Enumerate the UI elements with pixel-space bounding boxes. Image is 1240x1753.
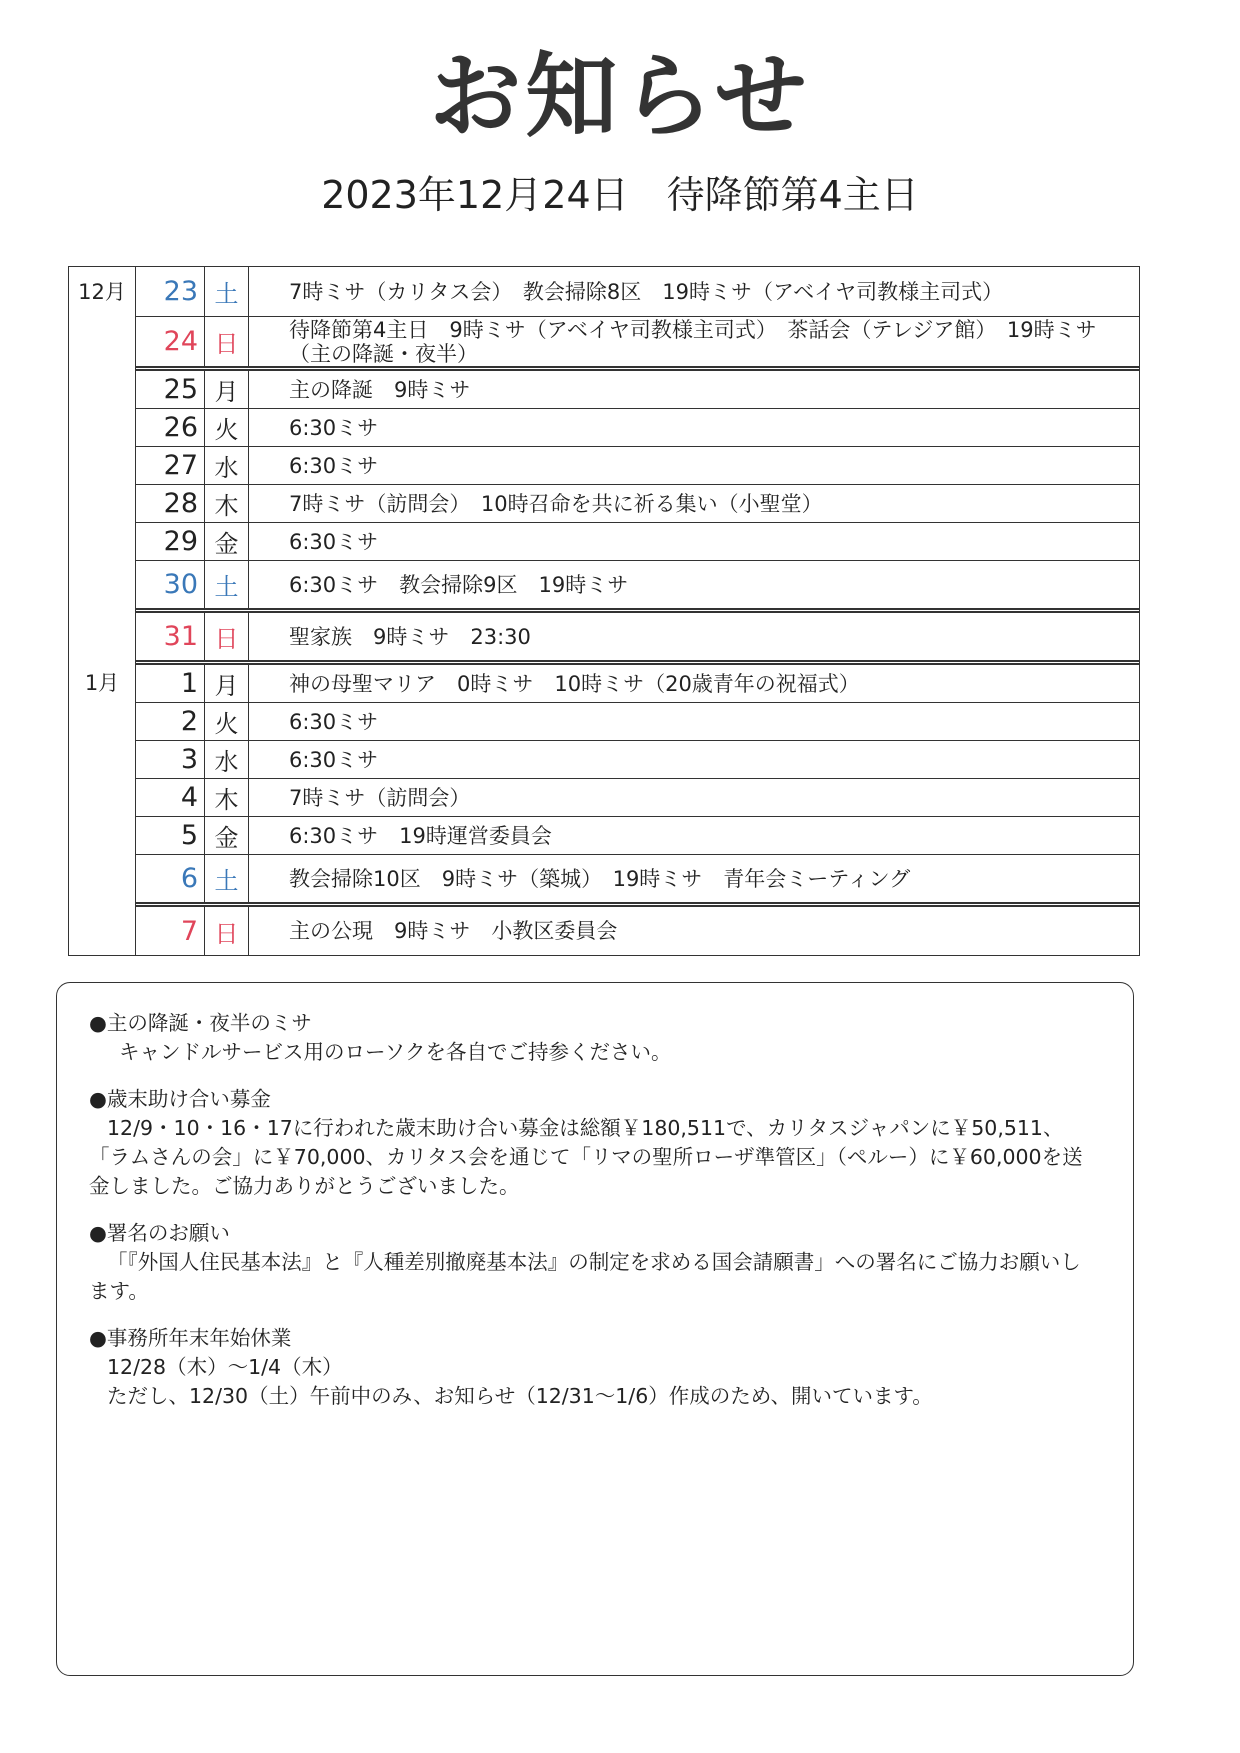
event-text: 7時ミサ（訪問会） 10時召命を共に祈る集い（小聖堂）	[289, 491, 823, 516]
day-number: 1	[135, 665, 205, 702]
event-text: 教会掃除10区 9時ミサ（築城） 19時ミサ 青年会ミーティング	[289, 866, 911, 891]
event-text: 6:30ミサ	[289, 747, 379, 772]
event-text: 神の母聖マリア 0時ミサ 10時ミサ（20歳青年の祝福式）	[289, 671, 860, 696]
notice-body: 12/28（木）～1/4（木）	[107, 1355, 343, 1379]
notice-heading: ●署名のお願い	[89, 1221, 230, 1245]
page-title: お知らせ	[429, 43, 811, 150]
notice-item	[89, 1324, 1093, 1411]
table-row	[135, 741, 1139, 779]
day-number: 31	[135, 613, 205, 660]
notice-item	[89, 1219, 1093, 1306]
event-text: 7時ミサ（訪問会）	[289, 785, 471, 810]
day-of-week: 木	[205, 485, 249, 522]
day-of-week: 日	[205, 613, 249, 660]
day-of-week: 土	[205, 267, 249, 316]
day-of-week: 日	[205, 907, 249, 955]
day-of-week: 月	[205, 665, 249, 702]
notice-heading: ●歳末助け合い募金	[89, 1087, 271, 1111]
day-number: 26	[135, 409, 205, 446]
day-of-week: 月	[205, 371, 249, 408]
table-row	[135, 703, 1139, 741]
day-number: 2	[135, 703, 205, 740]
notice-item	[89, 1085, 1093, 1201]
table-row	[135, 613, 1139, 665]
day-number: 23	[135, 267, 205, 316]
day-number: 6	[135, 855, 205, 902]
event-text: 主の降誕 9時ミサ	[289, 377, 471, 402]
notice-body-extra: ただし、12/30（土）午前中のみ、お知らせ（12/31～1/6）作成のため、開いています。	[107, 1384, 933, 1408]
month-label-january: 1月	[84, 671, 120, 695]
notice-body: 「『外国人住民基本法』と『人種差別撤廃基本法』の制定を求める国会請願書」への署名にご協力お願いします。	[89, 1250, 1081, 1303]
day-number: 27	[135, 447, 205, 484]
table-row	[135, 561, 1139, 613]
day-of-week: 火	[205, 409, 249, 446]
day-of-week: 金	[205, 523, 249, 560]
notice-body: キャンドルサービス用のローソクを各自でご持参ください。	[119, 1040, 672, 1064]
day-number: 25	[135, 371, 205, 408]
day-of-week: 木	[205, 779, 249, 816]
table-row	[135, 665, 1139, 703]
day-number: 5	[135, 817, 205, 854]
month-column	[69, 267, 136, 955]
event-text: 6:30ミサ	[289, 529, 379, 554]
day-of-week: 金	[205, 817, 249, 854]
event-text: 6:30ミサ 教会掃除9区 19時ミサ	[289, 572, 629, 597]
day-of-week: 水	[205, 447, 249, 484]
day-number: 3	[135, 741, 205, 778]
notice-heading: ●事務所年末年始休業	[89, 1326, 292, 1350]
event-text: 6:30ミサ	[289, 415, 379, 440]
day-number: 29	[135, 523, 205, 560]
day-number: 30	[135, 561, 205, 608]
day-number: 28	[135, 485, 205, 522]
table-row	[135, 817, 1139, 855]
event-text: 6:30ミサ	[289, 709, 379, 734]
event-text: 聖家族 9時ミサ 23:30	[289, 624, 531, 649]
event-text: 6:30ミサ 19時運営委員会	[289, 823, 552, 848]
event-text: 7時ミサ（カリタス会） 教会掃除8区 19時ミサ（アベイヤ司教様主司式）	[289, 279, 1004, 304]
schedule-table	[68, 266, 1140, 956]
notice-item	[89, 1009, 1093, 1067]
table-row	[135, 855, 1139, 907]
day-of-week: 土	[205, 561, 249, 608]
day-number: 24	[135, 317, 205, 366]
event-text: 主の公現 9時ミサ 小教区委員会	[289, 919, 618, 943]
day-number: 4	[135, 779, 205, 816]
month-label-december: 12月	[78, 280, 126, 304]
day-of-week: 火	[205, 703, 249, 740]
table-row	[135, 485, 1139, 523]
notice-heading: ●主の降誕・夜半のミサ	[89, 1011, 312, 1035]
table-row	[135, 371, 1139, 409]
notices-box	[56, 982, 1134, 1676]
table-row	[135, 523, 1139, 561]
event-text: 待降節第4主日 9時ミサ（アベイヤ司教様主司式） 茶話会（テレジア館） 19時ミサ（主の降誕・夜半）	[289, 317, 1097, 366]
notice-body: 12/9・10・16・17に行われた歳末助け合い募金は総額￥180,511で、カリタスジャパンに￥50,511、「ラムさんの会」に￥70,000、カリタス会を通じて「リマの聖所ローザ準管区」（ペルー）に￥60,000を送金しました。ご協力ありがとうございました。	[89, 1116, 1083, 1198]
table-row	[135, 779, 1139, 817]
day-number: 7	[135, 907, 205, 955]
day-of-week: 日	[205, 317, 249, 366]
table-row	[135, 907, 1139, 955]
page-subtitle: 2023年12月24日 待降節第4主日	[321, 173, 919, 217]
table-row	[135, 317, 1139, 371]
table-row	[135, 409, 1139, 447]
event-text: 6:30ミサ	[289, 453, 379, 478]
table-row	[135, 267, 1139, 317]
day-of-week: 水	[205, 741, 249, 778]
day-of-week: 土	[205, 855, 249, 902]
table-row	[135, 447, 1139, 485]
